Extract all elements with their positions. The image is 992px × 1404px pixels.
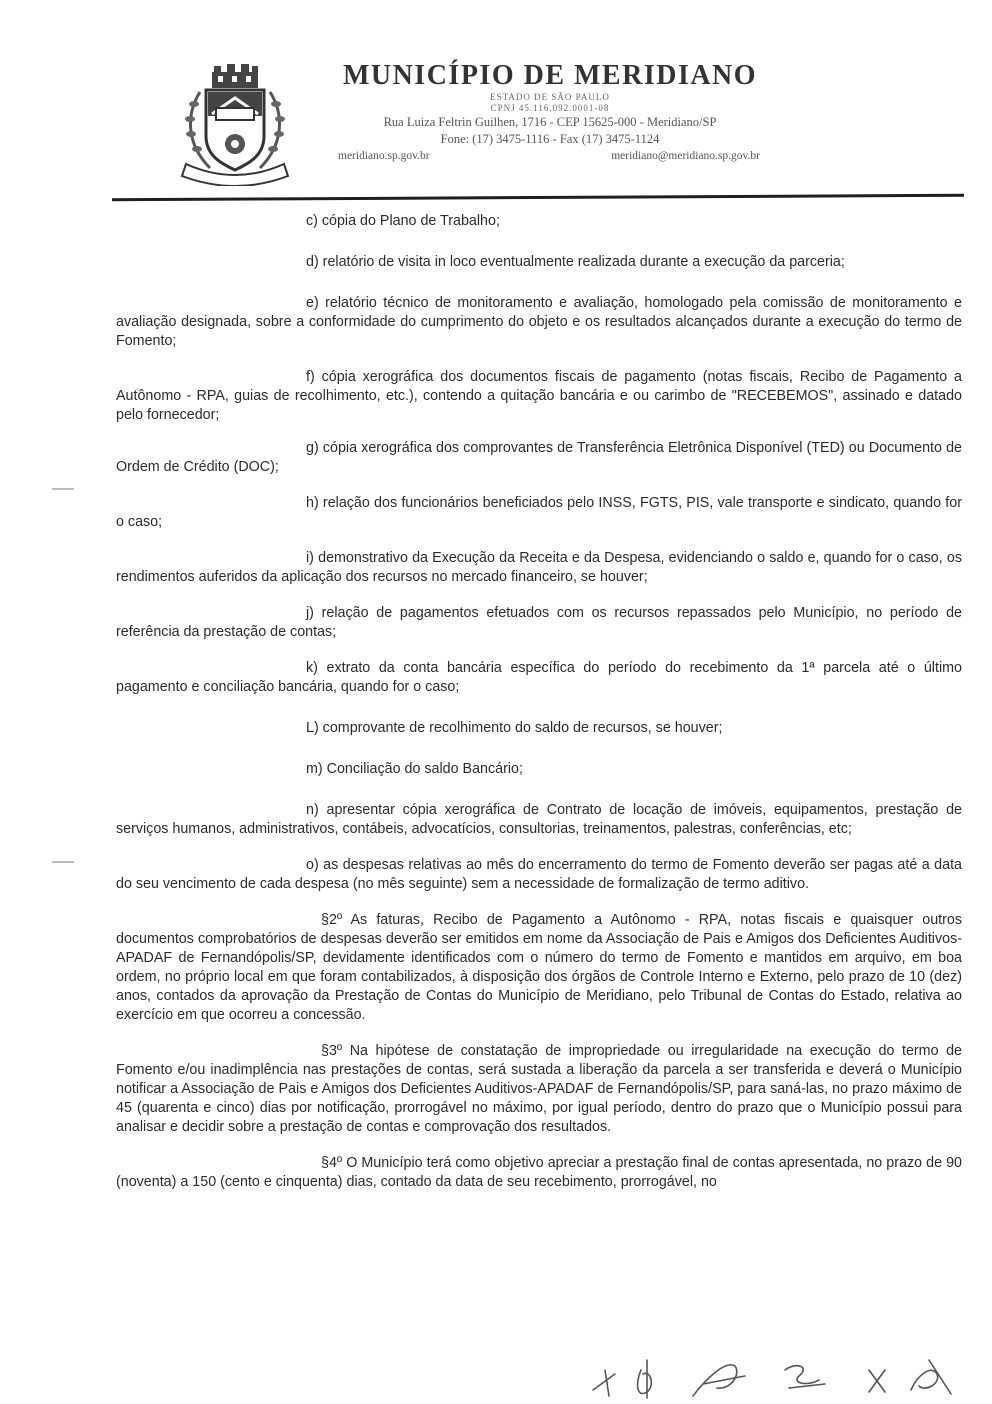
state-name: ESTADO DE SÃO PAULO <box>490 92 610 102</box>
email: meridiano@meridiano.sp.gov.br <box>611 150 760 162</box>
list-item-l: L) comprovante de recolhimento do saldo de recursos, se houver; <box>306 720 723 736</box>
margin-mark <box>52 488 74 490</box>
address-line: Rua Luiza Feltrin Guilhen, 1716 - CEP 15625-000 - Meridiano/SP <box>383 115 717 129</box>
list-item-g: g) cópia xerográfica dos comprovantes de Transferência Eletrônica Disponível (TED) ou Documento de Ordem de Crédito (DOC); <box>116 440 962 475</box>
phone-line: Fone: (17) 3475-1116 - Fax (17) 3475-1124 <box>440 132 660 146</box>
coat-of-arms-emblem <box>172 64 298 186</box>
list-item-f: f) cópia xerográfica dos documentos fiscais de pagamento (notas fiscais, Recibo de Pagamento a Autônomo - RPA, guias de recolhimento, etc.), contendo a quitação bancária e ou carimbo de "RECEBEMOS", assinado e datado pelo fornecedor; <box>116 369 962 423</box>
list-item-c: c) cópia do Plano de Trabalho; <box>306 213 500 229</box>
list-item-i: i) demonstrativo da Execução da Receita e da Despesa, evidenciando o saldo e, quando for o caso, os rendimentos auferidos da aplicação dos recursos no mercado financeiro, se houver; <box>116 550 962 585</box>
list-item-e: e) relatório técnico de monitoramento e avaliação, homologado pela comissão de monitoramento e avaliação designada, sobre a conformidade do cumprimento do objeto e os resultados alcançados durante a execução do termo de Fomento; <box>116 295 962 349</box>
list-item-d: d) relatório de visita in loco eventualmente realizada durante a execução da parceria; <box>306 254 845 270</box>
list-item-k: k) extrato da conta bancária específica do período do recebimento da 1ª parcela até o último pagamento e conciliação bancária, quando for o caso; <box>116 660 962 695</box>
paragraph-section-4: §4º O Município terá como objetivo apreciar a prestação final de contas apresentada, no prazo de 90 (noventa) a 150 (cento e cinquenta) dias, contado da data de seu recebimento, prorrogável, no <box>116 1155 962 1190</box>
margin-mark <box>52 861 74 863</box>
paragraph-section-2: §2º As faturas, Recibo de Pagamento a Autônomo - RPA, notas fiscais e quaisquer outros documentos comprobatórios de despesas deverão ser emitidos em nome da Associação de Pais e Amigos dos Deficientes Auditivos-APADAF de Fernandópolis/SP, devidamente identificados com o número do termo de Fomento e mantidos em arquivo, em boa ordem, no próprio local em que foram contabilizados, à disposição dos órgãos de Controle Interno e Externo, pelo prazo de 10 (dez) anos, contados da aprovação da Prestação de Contas do Município de Meridiano, pelo Tribunal de Contas do Estado, relativa ao exercício em que ocorreu a concessão. <box>116 912 962 1023</box>
list-item-n: n) apresentar cópia xerográfica de Contrato de locação de imóveis, equipamentos, prestação de serviços humanos, administrativos, contábeis, advocatícios, consultorias, treinamentos, palestras, conferências, etc; <box>116 802 962 837</box>
list-item-m: m) Conciliação do saldo Bancário; <box>306 761 523 777</box>
document-body <box>116 212 962 1192</box>
cnpj-number: CPNJ 45.116.092.0001-08 <box>490 103 610 113</box>
list-item-o: o) as despesas relativas ao mês do encerramento do termo de Fomento deverão ser pagas até a data do seu vencimento de cada despesa (no mês seguinte) sem a necessidade de formalização de termo aditivo. <box>116 857 962 892</box>
website: meridiano.sp.gov.br <box>338 150 430 162</box>
handwritten-initials <box>585 1340 965 1400</box>
municipality-title: MUNICÍPIO DE MERIDIANO <box>342 60 758 91</box>
letterhead <box>330 60 770 162</box>
paragraph-section-3: §3º Na hipótese de constatação de impropriedade ou irregularidade na execução do termo de Fomento e/ou inadimplência nas prestações de contas, será sustada a liberação da parcela a ser transferida e deverá o Município notificar a Associação de Pais e Amigos dos Deficientes Auditivos-APADAF de Fernandópolis/SP, para saná-las, no prazo máximo de 45 (quarenta e cinco) dias por notificação, prorrogável no máximo, por igual período, dentro do prazo que o Município possui para analisar e decidir sobre a prestação de contas e comprovação dos resultados. <box>116 1043 962 1135</box>
contact-line <box>330 150 770 162</box>
list-item-h: h) relação dos funcionários beneficiados pelo INSS, FGTS, PIS, vale transporte e sindicato, quando for o caso; <box>116 495 962 530</box>
list-item-j: j) relação de pagamentos efetuados com os recursos repassados pelo Município, no período de referência da prestação de contas; <box>116 605 962 640</box>
header-rule <box>112 194 964 201</box>
